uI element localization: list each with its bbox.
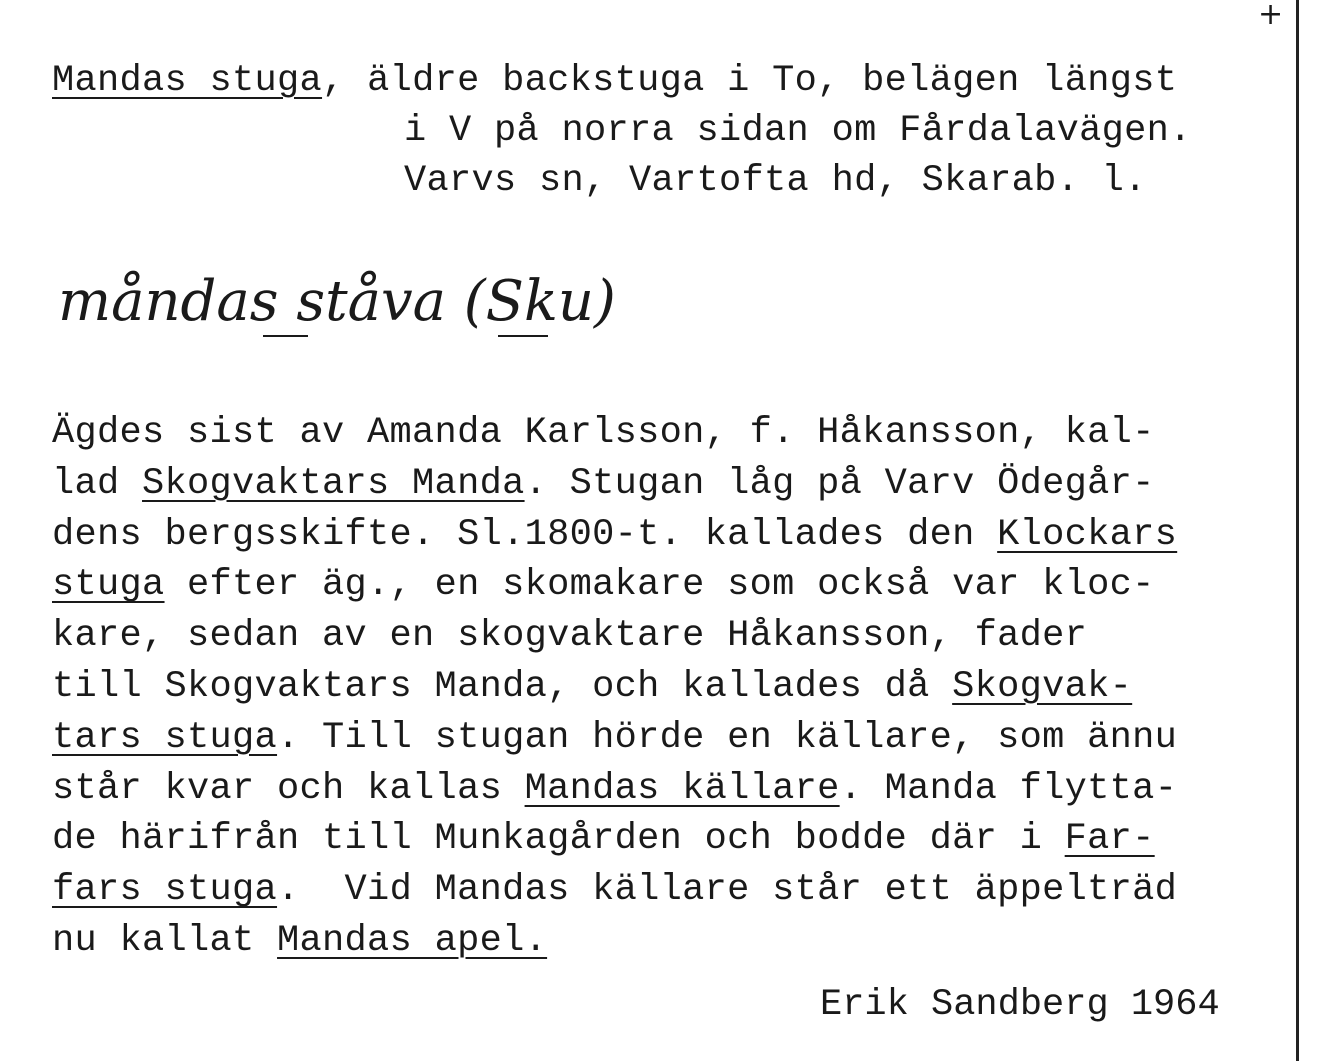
body-line (52, 408, 1155, 458)
handwritten-note (58, 258, 978, 368)
underlined-placename: Klockars (997, 513, 1178, 556)
header-line-3: Varvs sn, Vartofta hd, Skarab. l. (404, 160, 1147, 202)
body-line (52, 814, 1155, 864)
body-text-segment: . Stugan låg på Varv Ödegår- (524, 462, 1155, 505)
underlined-placename: stuga (52, 564, 165, 607)
header-line-2: i V på norra sidan om Fårdalavägen. (404, 110, 1192, 152)
body-line (52, 713, 1177, 763)
header-separator: , (322, 60, 345, 102)
body-line (52, 510, 1177, 560)
body-line (52, 611, 1087, 661)
underlined-placename: Skogvaktars Manda (142, 462, 525, 505)
body-text-segment: Ägdes sist av Amanda Karlsson, f. Håkansson, kal- (52, 412, 1155, 454)
body-line (52, 459, 1155, 509)
body-line (52, 865, 1177, 915)
body-text-segment: efter äg., en skomakare som också var kloc- (164, 564, 1155, 607)
underlined-placename: Mandas källare (524, 767, 840, 810)
body-text-segment: dens bergsskifte. Sl.1800-t. kallades den (52, 513, 998, 556)
underlined-placename: fars stuga (52, 869, 278, 912)
body-line (52, 764, 1177, 814)
handwritten-note-text: måndas ståva (Sku) (58, 269, 616, 334)
body-text-segment: till Skogvaktars Manda, och kallades då (52, 666, 953, 708)
body-text-segment: kare, sedan av en skogvaktare Håkansson, fader (52, 615, 1088, 658)
signature: Erik Sandberg 1964 (820, 984, 1220, 1026)
body-line (52, 662, 1132, 712)
underlined-placename: tars stuga (52, 716, 278, 759)
header-line-1 (52, 56, 1177, 106)
underlined-placename: Skogvak- (952, 666, 1133, 708)
body-text-segment: nu kallat (52, 920, 278, 962)
body-text-segment: står kvar och kallas (52, 767, 525, 810)
underlined-placename: Mandas apel. (277, 920, 548, 962)
body-text-segment: lad (52, 462, 143, 505)
underlined-placename: Far- (1064, 818, 1155, 861)
body-line (52, 916, 547, 966)
body-line (52, 560, 1155, 610)
body-text-segment: . Till stugan hörde en källare, som ännu (277, 716, 1178, 759)
body-text-segment: . Vid Mandas källare står ett äppelträd (277, 869, 1178, 912)
body-text-segment: de härifrån till Munkagården och bodde där i (52, 818, 1065, 861)
corner-mark: + (1258, 0, 1284, 32)
body-text-segment: . Manda flytta- (839, 767, 1178, 810)
card-edge-line (1296, 0, 1299, 1061)
headword: Mandas stuga (52, 60, 323, 102)
header-description: äldre backstuga i To, belägen längst (367, 60, 1178, 102)
